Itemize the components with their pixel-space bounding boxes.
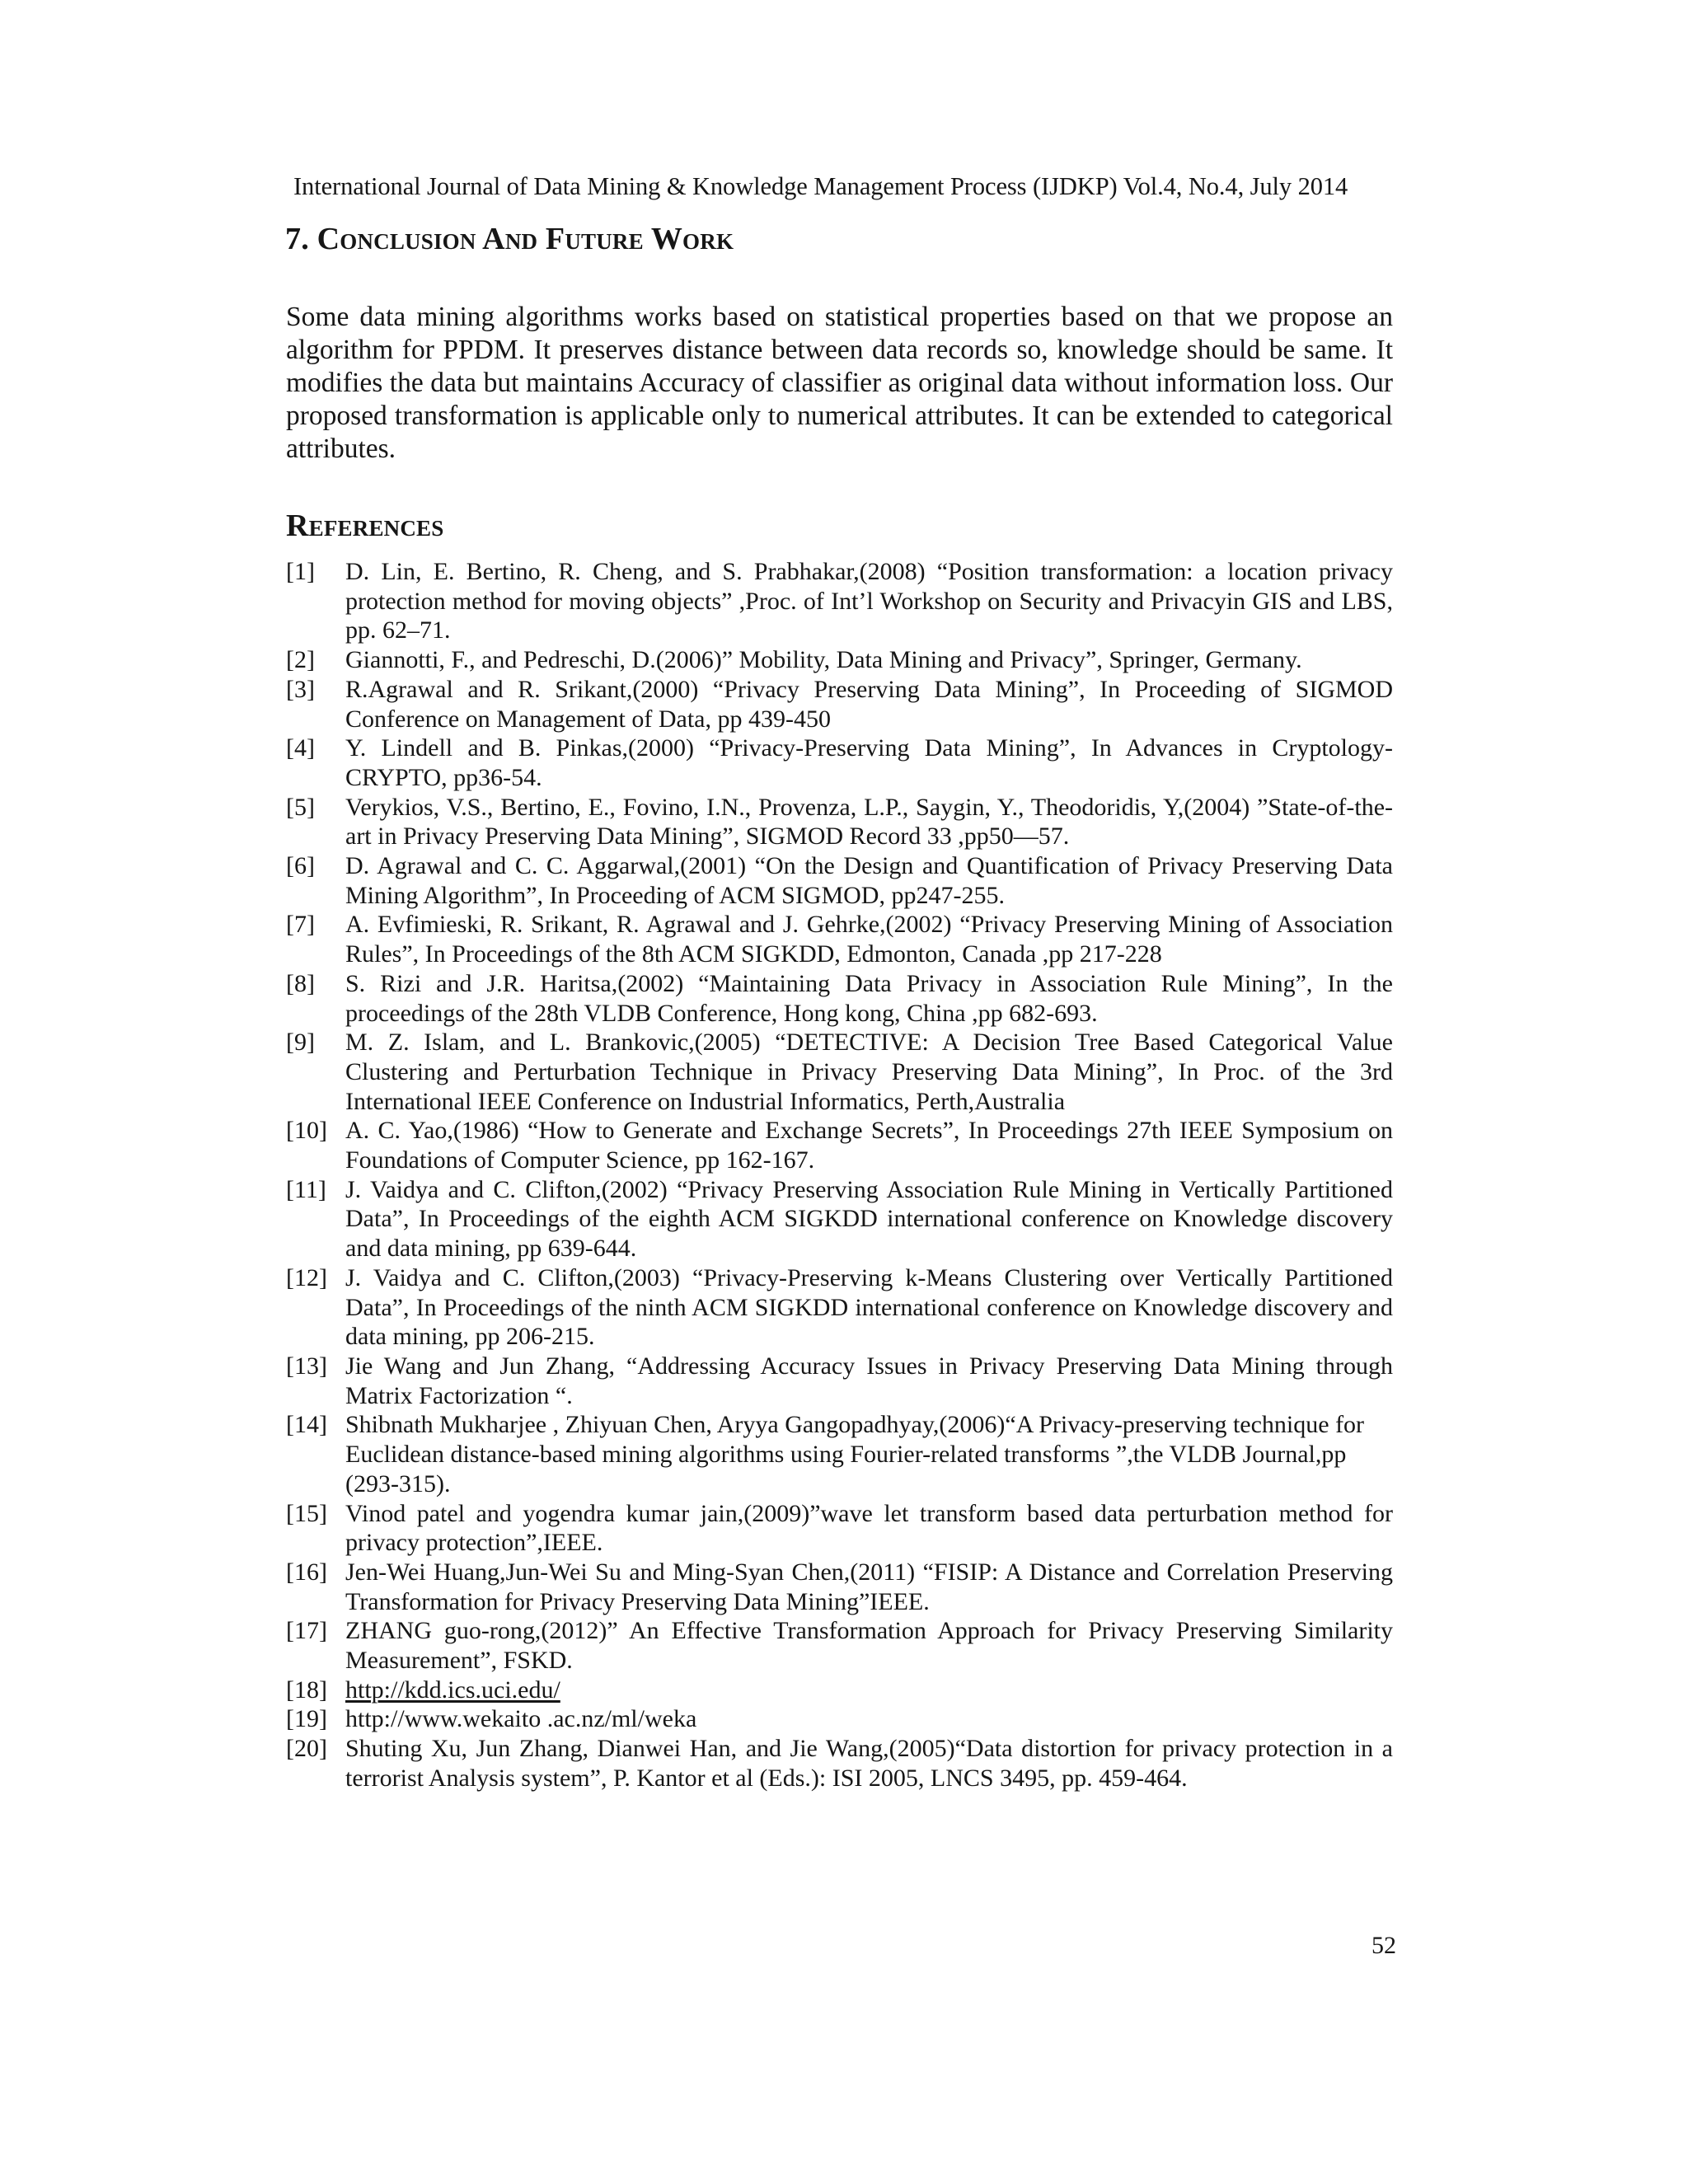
- reference-item: [286, 910, 1393, 968]
- reference-number: [15]: [286, 1499, 327, 1527]
- reference-number: [2]: [286, 646, 315, 674]
- reference-number: [16]: [286, 1558, 327, 1586]
- reference-number: [4]: [286, 734, 315, 762]
- running-header: International Journal of Data Mining & Knowledge Management Process (IJDKP) Vol.4, No.4, July 2014: [293, 172, 1348, 200]
- reference-item: [286, 851, 1393, 910]
- reference-text: Shibnath Mukharjee , Zhiyuan Chen, Aryya Gangopadhyay,(2006)“A Privacy-preserving technique for Euclidean distance-based mining algorithms using Fourier-related transforms ”,the VLDB Journal,pp (293-315).: [345, 1411, 1365, 1497]
- reference-text: D. Lin, E. Bertino, R. Cheng, and S. Prabhakar,(2008) “Position transformation: a location privacy protection method for moving objects” ,Proc. of Int’l Workshop on Security and Privacyin GIS and LBS, pp. 62–71.: [345, 558, 1393, 644]
- reference-item: [286, 1734, 1393, 1793]
- reference-item: [286, 793, 1393, 851]
- reference-text: http://www.wekaito .ac.nz/ml/weka: [345, 1705, 697, 1733]
- reference-text: J. Vaidya and C. Clifton,(2003) “Privacy-Preserving k-Means Clustering over Vertically Partitioned Data”, In Proceedings of the ninth ACM SIGKDD international conference on Knowledge discovery and data mining, pp 206-215.: [345, 1263, 1393, 1351]
- reference-number: [1]: [286, 558, 315, 585]
- reference-item: [286, 557, 1393, 645]
- reference-text: J. Vaidya and C. Clifton,(2002) “Privacy Preserving Association Rule Mining in Vertically Partitioned Data”, In Proceedings of the eighth ACM SIGKDD international conference on Knowledge discovery and data mining, pp 639-644.: [345, 1175, 1393, 1263]
- reference-item: [286, 733, 1393, 792]
- reference-number: [18]: [286, 1675, 327, 1704]
- reference-number: [20]: [286, 1735, 327, 1763]
- reference-item: [286, 1410, 1393, 1498]
- reference-number: [17]: [286, 1617, 327, 1645]
- reference-text: D. Agrawal and C. C. Aggarwal,(2001) “On the Design and Quantification of Privacy Preserving Data Mining Algorithm”, In Proceeding of ACM SIGMOD, pp247-255.: [345, 852, 1393, 909]
- reference-item: [286, 1263, 1393, 1352]
- reference-link[interactable]: http://kdd.ics.uci.edu/: [345, 1675, 560, 1704]
- reference-number: [5]: [286, 793, 315, 821]
- reference-number: [7]: [286, 911, 315, 939]
- reference-item: [286, 1116, 1393, 1174]
- reference-text: Vinod patel and yogendra kumar jain,(2009)”wave let transform based data perturbation method for privacy protection”,IEEE.: [345, 1499, 1393, 1557]
- reference-text: R.Agrawal and R. Srikant,(2000) “Privacy Preserving Data Mining”, In Proceeding of SIGMOD Conference on Management of Data, pp 439-450: [345, 675, 1393, 733]
- reference-text: Y. Lindell and B. Pinkas,(2000) “Privacy-Preserving Data Mining”, In Advances in Cryptology-CRYPTO, pp36-54.: [345, 734, 1393, 791]
- reference-number: [9]: [286, 1029, 315, 1057]
- reference-item: [286, 969, 1393, 1028]
- reference-number: [14]: [286, 1411, 327, 1439]
- reference-number: [3]: [286, 675, 315, 703]
- reference-number: [11]: [286, 1175, 326, 1203]
- reference-number: [13]: [286, 1352, 327, 1380]
- section-heading-conclusion: 7. Conclusion And Future Work: [285, 222, 734, 256]
- reference-item: [286, 1675, 1393, 1705]
- reference-text: Giannotti, F., and Pedreschi, D.(2006)” Mobility, Data Mining and Privacy”, Springer, Germany.: [345, 646, 1302, 674]
- reference-text: Shuting Xu, Jun Zhang, Dianwei Han, and Jie Wang,(2005)“Data distortion for privacy protection in a terrorist Analysis system”, P. Kantor et al (Eds.): ISI 2005, LNCS 3495, pp. 459-464.: [345, 1735, 1393, 1792]
- conclusion-paragraph: Some data mining algorithms works based on statistical properties based on that we propose an algorithm for PPDM. It preserves distance between data records so, knowledge should be same. It modifies the data but maintains Accuracy of classifier as original data without information loss. Our proposed transformation is applicable only to numerical attributes. It can be extended to categorical attributes.: [286, 302, 1393, 464]
- reference-item: [286, 1558, 1393, 1616]
- reference-item: [286, 1175, 1393, 1263]
- reference-text: M. Z. Islam, and L. Brankovic,(2005) “DETECTIVE: A Decision Tree Based Categorical Value Clustering and Perturbation Technique in Privacy Preserving Data Mining”, In Proc. of the 3rd International IEEE Conference on Industrial Informatics, Perth,Australia: [345, 1029, 1393, 1115]
- reference-number: [6]: [286, 852, 315, 880]
- reference-item: [286, 1352, 1393, 1410]
- reference-item: [286, 1616, 1393, 1675]
- reference-item: [286, 675, 1393, 733]
- references-heading: References: [286, 509, 444, 543]
- reference-item: [286, 1704, 1393, 1734]
- reference-text: Jen-Wei Huang,Jun-Wei Su and Ming-Syan Chen,(2011) “FISIP: A Distance and Correlation Preserving Transformation for Privacy Preserving Data Mining”IEEE.: [345, 1558, 1393, 1615]
- reference-list: [286, 557, 1393, 1793]
- reference-text: S. Rizi and J.R. Haritsa,(2002) “Maintaining Data Privacy in Association Rule Mining”, In the proceedings of the 28th VLDB Conference, Hong kong, China ,pp 682-693.: [345, 969, 1393, 1027]
- reference-number: [19]: [286, 1705, 327, 1733]
- reference-item: [286, 645, 1393, 675]
- reference-text: ZHANG guo-rong,(2012)” An Effective Transformation Approach for Privacy Preserving Similarity Measurement”, FSKD.: [345, 1617, 1393, 1675]
- reference-text: Verykios, V.S., Bertino, E., Fovino, I.N., Provenza, L.P., Saygin, Y., Theodoridis, Y,(2004) ”State-of-the-art in Privacy Preserving Data Mining”, SIGMOD Record 33 ,pp50—57.: [345, 793, 1393, 851]
- reference-number: [8]: [286, 969, 315, 997]
- reference-text: A. Evfimieski, R. Srikant, R. Agrawal and J. Gehrke,(2002) “Privacy Preserving Mining of Association Rules”, In Proceedings of the 8th ACM SIGKDD, Edmonton, Canada ,pp 217-228: [345, 911, 1393, 968]
- reference-text: Jie Wang and Jun Zhang, “Addressing Accuracy Issues in Privacy Preserving Data Mining through Matrix Factorization “.: [345, 1352, 1393, 1409]
- reference-number: [10]: [286, 1117, 327, 1145]
- reference-number: [12]: [286, 1263, 327, 1291]
- page-number: 52: [1372, 1932, 1396, 1959]
- reference-item: [286, 1499, 1393, 1558]
- reference-text: A. C. Yao,(1986) “How to Generate and Exchange Secrets”, In Proceedings 27th IEEE Symposium on Foundations of Computer Science, pp 162-167.: [345, 1117, 1393, 1174]
- reference-item: [286, 1028, 1393, 1116]
